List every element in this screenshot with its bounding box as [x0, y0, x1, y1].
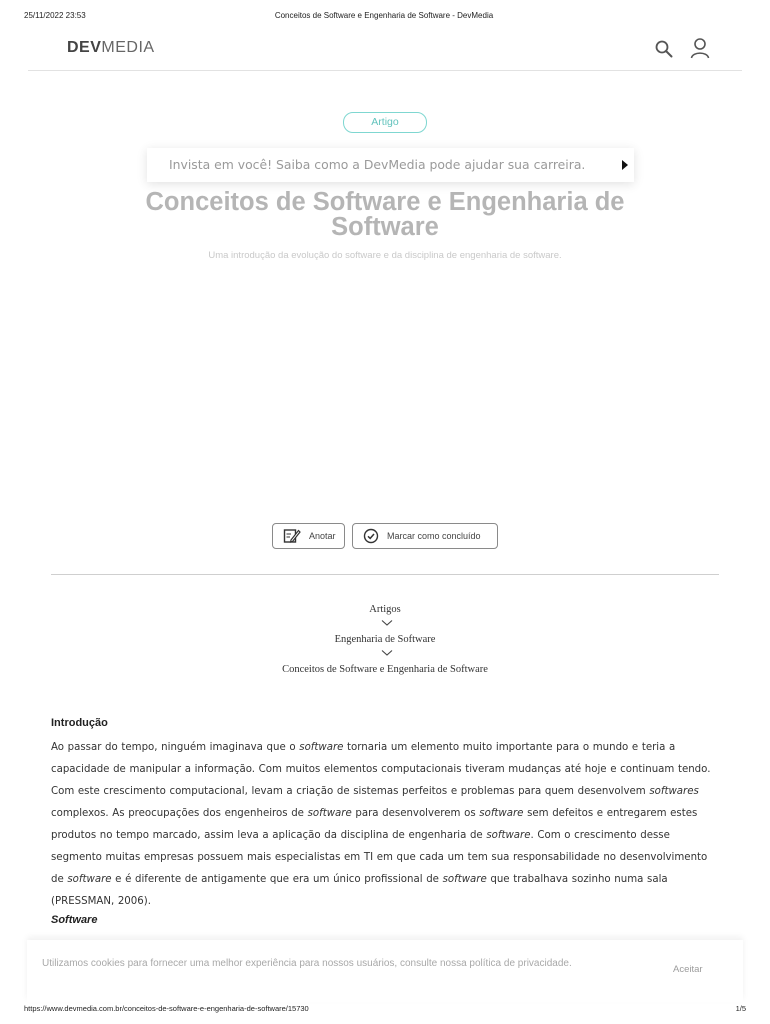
page-title-line2: Software	[331, 213, 439, 241]
annotate-label: Anotar	[309, 531, 336, 541]
promo-text: Invista em você! Saiba como a DevMedia pode ajudar sua carreira.	[169, 157, 586, 172]
text-segment: e é diferente de antigamente que era um único profissional de	[111, 874, 443, 885]
software-heading: Software	[51, 914, 98, 926]
section-divider	[51, 574, 719, 575]
header-divider	[28, 70, 742, 71]
print-datetime: 25/11/2022 23:53	[24, 11, 86, 20]
logo-media: MEDIA	[101, 39, 155, 56]
cookie-banner	[27, 940, 743, 1002]
cookie-accept-button[interactable]: Aceitar	[673, 964, 703, 975]
text-emphasis: software	[299, 742, 344, 753]
text-segment: para desenvolverem os	[351, 808, 480, 819]
mark-complete-label: Marcar como concluído	[387, 531, 481, 541]
text-segment: tornaria um elemento muito importante para o mundo e teria a capacidade de manipular a informação. Com muitos elementos computacionais tiveram mudanças até hoje e continuam tendo. Com este crescimento computacional, levam a criação de sistemas perfeitos e problemas para quem desenvolvem	[51, 742, 711, 797]
page-title-line1: Conceitos de Software e Engenharia de	[145, 188, 625, 216]
text-segment: complexos. As preocupações dos engenheiros de	[51, 808, 308, 819]
article-type-tag[interactable]: Artigo	[343, 112, 427, 133]
logo-dev: DEV	[67, 39, 102, 56]
text-segment: Ao passar do tempo, ninguém imaginava que o	[51, 742, 300, 753]
breadcrumb-engenharia[interactable]: Engenharia de Software	[334, 634, 436, 645]
note-pencil-icon	[283, 528, 301, 544]
intro-heading: Introdução	[51, 717, 108, 729]
text-emphasis: software	[486, 830, 531, 841]
print-document-title: Conceitos de Software e Engenharia de Software - DevMedia	[274, 11, 494, 20]
text-emphasis: software	[67, 874, 112, 885]
play-arrow-icon[interactable]	[616, 156, 634, 174]
page-title	[60, 190, 710, 240]
text-segment: que trabalhava sozinho numa sala (PRESSMAN, 2006).	[51, 874, 668, 907]
breadcrumb-current: Conceitos de Software e Engenharia de Software	[282, 664, 488, 675]
annotate-button[interactable]	[272, 523, 345, 549]
check-circle-icon	[363, 528, 379, 544]
text-segment: sem defeitos e entregarem estes produtos no tempo marcado, assim leva a aplicação da disciplina de engenharia de	[51, 808, 698, 841]
text-emphasis: software	[479, 808, 524, 819]
devmedia-logo[interactable]	[67, 39, 155, 57]
text-emphasis: softwares	[649, 786, 699, 797]
mark-complete-button[interactable]	[352, 523, 498, 549]
text-segment: . Com o crescimento desse segmento muitas empresas possuem mais especialistas em TI em que cada um tem sua responsabilidade no desenvolvimento de	[51, 830, 708, 885]
page-subtitle: Uma introdução da evolução do software e da disciplina de engenharia de software.	[208, 250, 562, 261]
cookie-text: Utilizamos cookies para fornecer uma melhor experiência para nossos usuários, consulte nossa política de privacidade.	[42, 958, 572, 969]
user-icon[interactable]	[689, 37, 711, 59]
chevron-down-icon	[381, 649, 393, 657]
intro-paragraph	[51, 737, 721, 913]
text-emphasis: software	[442, 874, 487, 885]
promo-banner[interactable]	[147, 148, 634, 182]
text-emphasis: software	[307, 808, 352, 819]
print-page-number: 1/5	[735, 1004, 746, 1013]
breadcrumb-artigos[interactable]: Artigos	[369, 604, 401, 615]
print-url: https://www.devmedia.com.br/conceitos-de-software-e-engenharia-de-software/15730	[24, 1004, 309, 1013]
chevron-down-icon	[381, 619, 393, 627]
search-icon[interactable]	[654, 39, 674, 59]
